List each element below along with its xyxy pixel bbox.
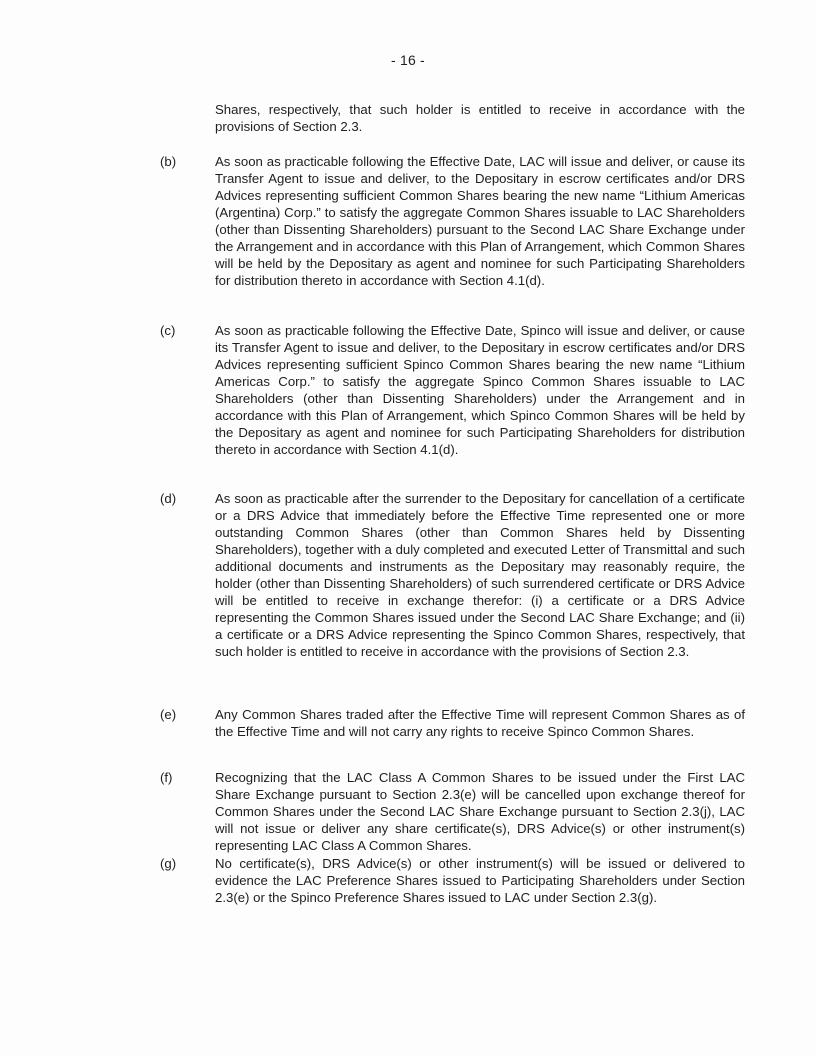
- clause-text: As soon as practicable following the Effective Date, Spinco will issue and deliver, or cause its Transfer Agent to issue and deliver, to the Depositary in escrow certificates and/or DRS Advices representing sufficient Spinco Common Shares bearing the new name “Lithium Americas Corp.” to satisfy the aggregate Spinco Common Shares issuable to LAC Shareholders (other than Dissenting Shareholders) under the Arrangement and in accordance with this Plan of Arrangement, which Spinco Common Shares will be held by the Depositary as agent and nominee for such Participating Shareholders for distribution thereto in accordance with Section 4.1(d).: [215, 323, 745, 457]
- clause-text: Any Common Shares traded after the Effective Time will represent Common Shares as of the Effective Time and will not carry any rights to receive Spinco Common Shares.: [215, 707, 745, 739]
- page-number: - 16 -: [391, 52, 425, 68]
- clause-label: (b): [160, 154, 177, 169]
- clause-text: As soon as practicable after the surrender to the Depositary for cancellation of a certificate or a DRS Advice that immediately before the Effective Time represented one or more outstanding Common Shares (other than Common Shares held by Dissenting Shareholders), together with a duly completed and executed Letter of Transmittal and such additional documents and instruments as the Depositary may reasonably require, the holder (other than Dissenting Shareholders) of such surrendered certificate or DRS Advice will be entitled to receive in exchange therefor: (i) a certificate or a DRS Advice representing the Common Shares issued under the Second LAC Share Exchange; and (ii) a certificate or a DRS Advice representing the Spinco Common Shares, respectively, that such holder is entitled to receive in accordance with the provisions of Section 2.3.: [215, 491, 745, 659]
- continuation-paragraph: Shares, respectively, that such holder is entitled to receive in accordance with the provisions of Section 2.3.: [215, 102, 745, 134]
- clause-text: No certificate(s), DRS Advice(s) or other instrument(s) will be issued or delivered to evidence the LAC Preference Shares issued to Participating Shareholders under Section 2.3(e) or the Spinco Preference Shares issued to LAC under Section 2.3(g).: [215, 856, 745, 905]
- clause-text: Recognizing that the LAC Class A Common Shares to be issued under the First LAC Share Exchange pursuant to Section 2.3(e) will be cancelled upon exchange thereof for Common Shares under the Second LAC Share Exchange pursuant to Section 2.3(j), LAC will not issue or deliver any share certificate(s), DRS Advice(s) or other instrument(s) representing LAC Class A Common Shares.: [215, 770, 745, 853]
- clause-g: [160, 855, 745, 906]
- clause-d: [160, 490, 745, 660]
- clause-b: [160, 153, 745, 289]
- clause-label: (d): [160, 491, 177, 506]
- clause-label: (e): [160, 707, 177, 722]
- clause-f: [160, 769, 745, 854]
- clause-label: (f): [160, 770, 173, 785]
- clause-label: (g): [160, 856, 177, 871]
- clause-label: (c): [160, 323, 176, 338]
- clause-e: [160, 706, 745, 740]
- clause-text: As soon as practicable following the Effective Date, LAC will issue and deliver, or cause its Transfer Agent to issue and deliver, to the Depositary in escrow certificates and/or DRS Advices representing sufficient Common Shares bearing the new name “Lithium Americas (Argentina) Corp.” to satisfy the aggregate Common Shares issuable to LAC Shareholders (other than Dissenting Shareholders) pursuant to the Second LAC Share Exchange under the Arrangement and in accordance with this Plan of Arrangement, which Common Shares will be held by the Depositary as agent and nominee for such Participating Shareholders for distribution thereto in accordance with Section 4.1(d).: [215, 154, 745, 288]
- clause-c: [160, 322, 745, 458]
